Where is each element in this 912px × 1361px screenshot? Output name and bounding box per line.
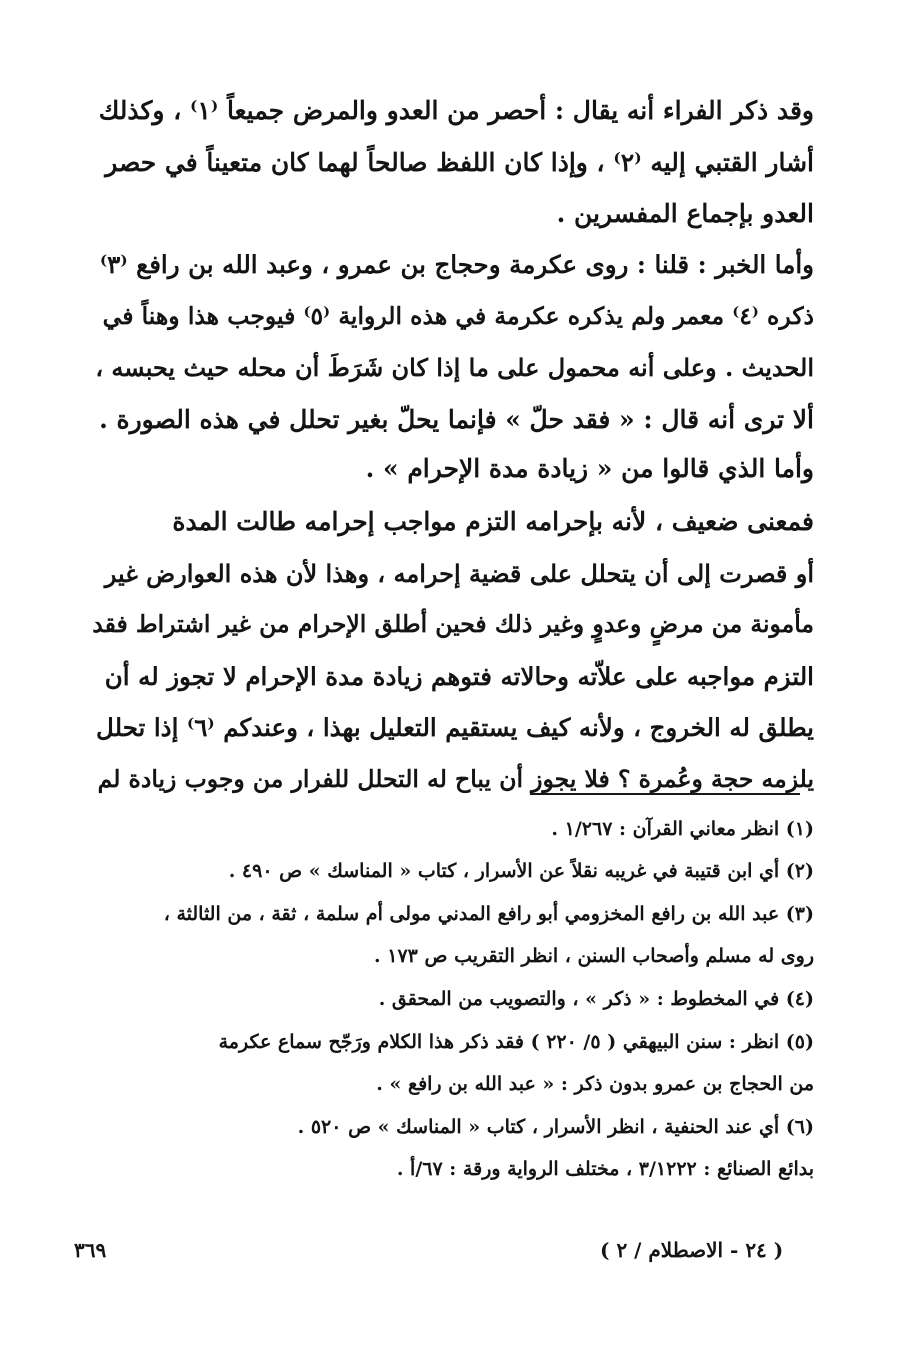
page-number: ٣٦٩: [74, 1238, 107, 1262]
footnote-line: (٢) أي ابن قتيبة في غريبه نقلاً عن الأسرار ، كتاب « المناسك » ص ٤٩٠ .: [228, 860, 814, 882]
footnote-line: (٦) أي عند الحنفية ، انظر الأسرار ، كتاب « المناسك » ص ٥٢٠ .: [297, 1116, 814, 1138]
footnote-1: [92, 808, 814, 850]
footnote-6-continuation: [92, 1148, 814, 1190]
text-line: وأما الخبر : قلنا : روى عكرمة وحجاج بن عمرو ، وعبد الله بن رافع ⁽٣⁾: [99, 250, 814, 279]
paragraph-3: [92, 443, 814, 495]
footnote-2: [92, 850, 814, 892]
footnote-line: روى له مسلم وأصحاب السنن ، انظر التقريب ص ١٧٣ .: [374, 945, 814, 967]
text-line: مأمونة من مرضٍ وعدوٍ وغير ذلك فحين أطلق الإحرام من غير اشتراط فقد: [92, 610, 814, 638]
text-line: التزم مواجبه على علاّته وحالاته فتوهم زيادة مدة الإحرام لا تجوز له أن: [104, 661, 814, 691]
footnote-separator: [530, 793, 800, 795]
paragraph-4: [92, 496, 814, 805]
signature-mark: ( ٢٤ - الاصطلام / ٢ ): [600, 1238, 784, 1262]
paragraph-2: [92, 239, 814, 445]
footnote-line: (٥) انظر : سنن البيهقي ( ٥/ ٢٢٠ ) فقد ذكر هذا الكلام ورَجّح سماع عكرمة: [218, 1031, 814, 1053]
text-line: فمعنى ضعيف ، لأنه بإحرامه التزم مواجب إحرامه طالت المدة: [172, 507, 814, 536]
text-line: وأما الذي قالوا من « زيادة مدة الإحرام » .: [365, 454, 814, 483]
footnote-4: [92, 978, 814, 1020]
text-line: يلزمه حجة وعُمرة ؟ فلا يجوز أن يباح له التحلل للفرار من وجوب زيادة لم: [97, 764, 814, 793]
footnote-5: [92, 1021, 814, 1105]
footnote-line: من الحجاج بن عمرو بدون ذكر : « عبد الله بن رافع » .: [376, 1073, 814, 1095]
text-line: يطلق له الخروج ، ولأنه كيف يستقيم التعليل بهذا ، وعندكم ⁽٦⁾ إذا تحلل: [96, 713, 814, 742]
footnote-line: (٤) في المخطوط : « ذكر » ، والتصويب من المحقق .: [378, 988, 814, 1010]
text-line: وقد ذكر الفراء أنه يقال : أحصر من العدو والمرض جميعاً ⁽١⁾ ، وكذلك: [98, 96, 814, 125]
text-line: أو قصرت إلى أن يتحلل على قضية إحرامه ، وهذا لأن هذه العوارض غير: [104, 558, 814, 588]
text-line: ألا ترى أنه قال : « فقد حلّ » فإنما يحلّ بغير تحلل في هذه الصورة .: [99, 404, 814, 434]
footnote-3: [92, 893, 814, 977]
paragraph-1: [92, 85, 814, 240]
text-line: ذكره ⁽٤⁾ معمر ولم يذكره عكرمة في هذه الرواية ⁽٥⁾ فيوجب هذا وهناً في: [102, 301, 814, 330]
text-line: العدو بإجماع المفسرين .: [556, 199, 814, 228]
text-line: أشار القتبي إليه ⁽٢⁾ ، وإذا كان اللفظ صالحاً لهما كان متعيناً في حصر: [105, 147, 814, 177]
footnote-line: بدائع الصنائع : ٣/١٢٢٢ ، مختلف الرواية ورقة : ٦٧/أ .: [396, 1158, 814, 1180]
footnote-6: [92, 1106, 814, 1148]
footnote-line: (٣) عبد الله بن رافع المخزومي أبو رافع المدني مولى أم سلمة ، ثقة ، من الثالثة ،: [163, 903, 814, 925]
footnote-line: (١) انظر معاني القرآن : ١/٢٦٧ .: [551, 818, 814, 840]
text-line: الحديث . وعلى أنه محمول على ما إذا كان شَرَطَ أن محله حيث يحبسه ،: [95, 353, 814, 382]
